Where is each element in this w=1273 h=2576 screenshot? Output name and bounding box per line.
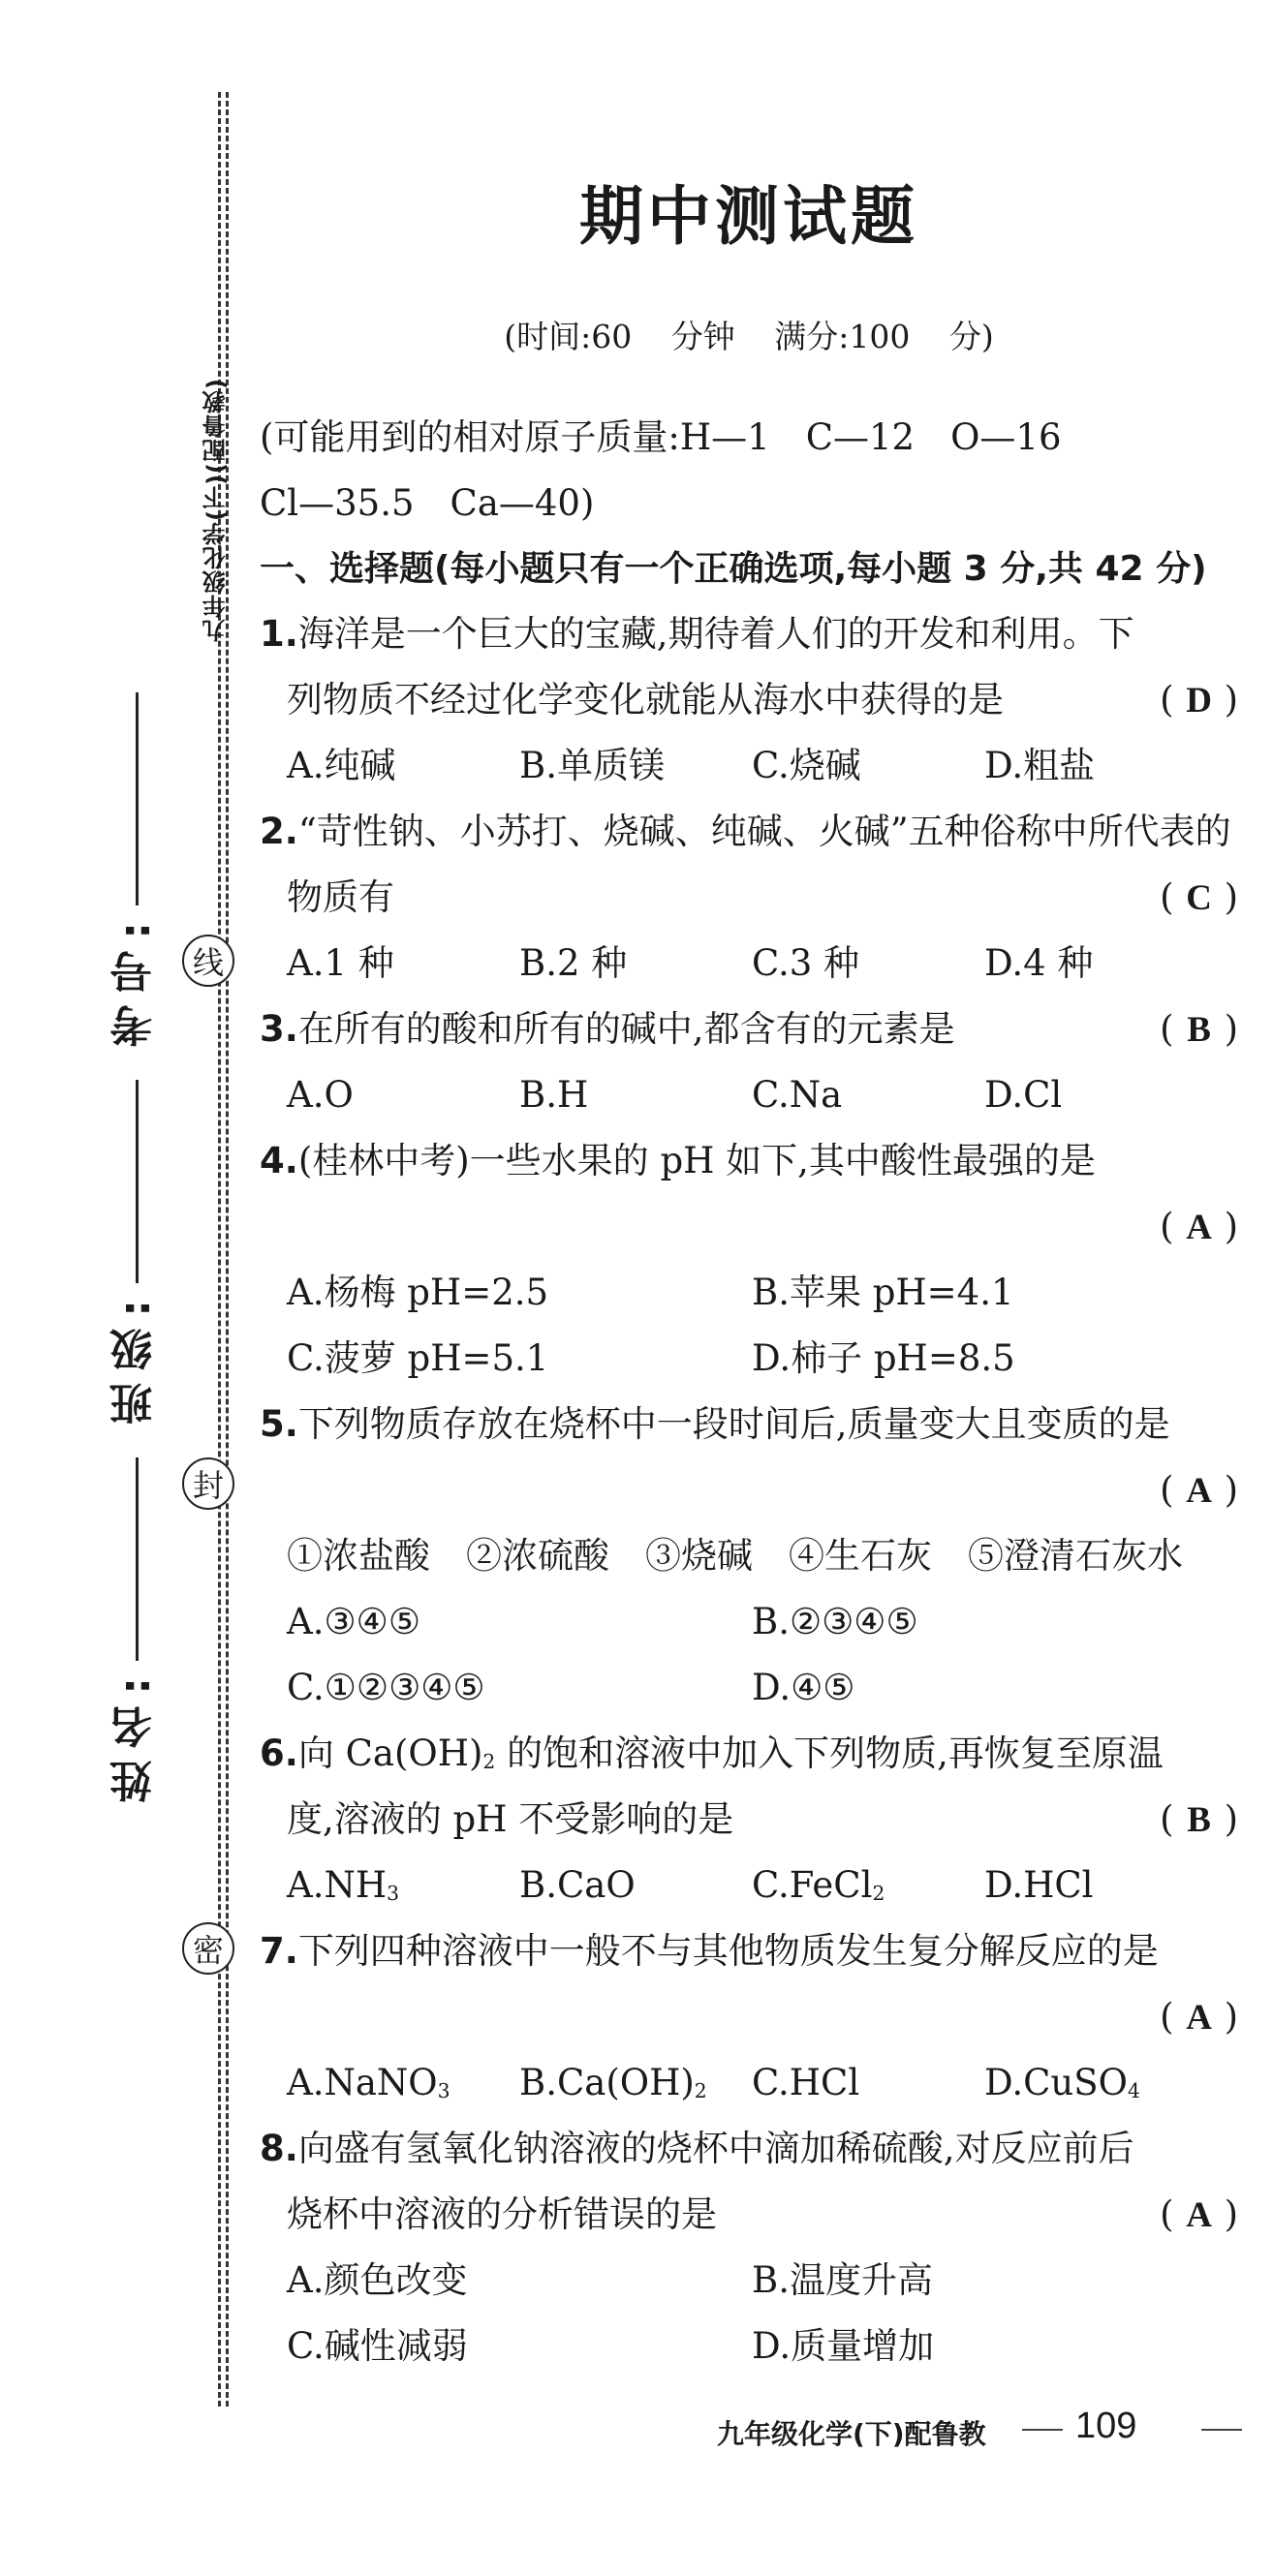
paren-close: ) <box>1224 876 1238 918</box>
question-number: 8. <box>260 2128 298 2169</box>
option-text: C.HCl <box>752 2062 860 2103</box>
paren-close: ) <box>1224 1206 1238 1247</box>
option-d[interactable]: D.质量增加 <box>752 2325 935 2367</box>
option-a[interactable]: A.③④⑤ <box>287 1601 420 1642</box>
page-number-dash <box>1022 2429 1063 2431</box>
question-number: 1. <box>260 613 298 655</box>
paren-close: ) <box>1224 2193 1238 2235</box>
paren-open: ( <box>1160 1206 1174 1247</box>
question-6-line-1 <box>260 1733 1164 1783</box>
answer-box[interactable] <box>1160 2193 1238 2237</box>
option-c[interactable]: C.烧碱 <box>752 745 861 786</box>
seal-mark-xian: 线 <box>182 935 234 987</box>
option-a[interactable]: A.O <box>287 1074 354 1116</box>
option-d[interactable]: D.4 种 <box>984 942 1094 984</box>
page-title: 期中测试题 <box>579 179 918 254</box>
page-number: 109 <box>1075 2406 1137 2446</box>
question-2-line-1 <box>260 811 1231 853</box>
option-d[interactable]: D.④⑤ <box>752 1667 855 1708</box>
subscript: 2 <box>482 1750 496 1774</box>
option-a[interactable]: A.1 种 <box>287 942 394 984</box>
answer-letter: B <box>1187 1800 1211 1840</box>
option-c[interactable]: C.菠萝 pH=5.1 <box>287 1337 549 1379</box>
side-book-title: 九年级化学(下)(配鲁教) <box>202 378 230 642</box>
option-b[interactable]: B.H <box>519 1074 589 1116</box>
question-stem: 向 Ca(OH) <box>297 1733 483 1774</box>
paren-open: ( <box>1160 2193 1174 2235</box>
answer-box[interactable] <box>1160 1206 1238 1249</box>
question-stem: 下列四种溶液中一般不与其他物质发生复分解反应的是 <box>297 1930 1159 1972</box>
option-a[interactable] <box>287 2062 450 2112</box>
paren-close: ) <box>1224 679 1238 721</box>
answer-letter: D <box>1186 681 1212 721</box>
answer-letter: A <box>1186 1208 1212 1247</box>
option-b[interactable]: B.单质镁 <box>519 745 665 786</box>
paren-close: ) <box>1224 1996 1238 2038</box>
option-text: B.Ca(OH) <box>519 2062 695 2103</box>
question-stem: 物质有 <box>287 876 394 918</box>
exam-number-label: 考号: <box>110 910 160 1048</box>
question-stem: 海洋是一个巨大的宝藏,期待着人们的开发和利用。下 <box>297 613 1134 655</box>
option-text: D.CuSO <box>984 2062 1128 2103</box>
seal-mark-feng: 封 <box>182 1457 234 1510</box>
option-d[interactable]: D.粗盐 <box>984 745 1096 786</box>
paren-close: ) <box>1224 1798 1238 1840</box>
paren-open: ( <box>1160 1996 1174 2038</box>
footer-book-title: 九年级化学(下)配鲁教 <box>717 2418 986 2450</box>
paren-close: ) <box>1224 1469 1238 1511</box>
answer-box[interactable] <box>1160 1798 1238 1842</box>
answer-letter: C <box>1186 878 1212 918</box>
paren-open: ( <box>1160 876 1174 918</box>
answer-box[interactable] <box>1160 1469 1238 1513</box>
option-b[interactable]: B.苹果 pH=4.1 <box>752 1272 1014 1313</box>
question-stem: 的饱和溶液中加入下列物质,再恢复至原温 <box>495 1733 1164 1774</box>
question-stem: “苛性钠、小苏打、烧碱、纯碱、火碱”五种俗称中所代表的 <box>297 811 1231 852</box>
subscript: 2 <box>694 2079 707 2103</box>
question-number: 5. <box>260 1403 298 1445</box>
seal-mark-mi: 密 <box>182 1922 234 1975</box>
option-b[interactable]: B.②③④⑤ <box>752 1601 918 1642</box>
subscript: 2 <box>872 1882 885 1906</box>
atomic-masses-line-1: (可能用到的相对原子质量:H—1 C—12 O—16 <box>260 416 1062 458</box>
question-stem: 向盛有氢氧化钠溶液的烧杯中滴加稀硫酸,对反应前后 <box>297 2128 1134 2169</box>
option-a[interactable]: A.杨梅 pH=2.5 <box>287 1272 549 1313</box>
answer-box[interactable] <box>1160 1996 1238 2039</box>
option-text: C.FeCl <box>752 1864 873 1906</box>
answer-box[interactable] <box>1160 876 1238 920</box>
option-c[interactable]: C.碱性减弱 <box>287 2325 468 2367</box>
question-number: 7. <box>260 1930 298 1972</box>
option-c[interactable]: C.3 种 <box>752 942 860 984</box>
question-number: 2. <box>260 811 298 852</box>
answer-letter: A <box>1186 2195 1212 2235</box>
question-stem: 列物质不经过化学变化就能从海水中获得的是 <box>287 679 1004 721</box>
option-a[interactable] <box>287 1864 399 1915</box>
question-number: 4. <box>260 1140 298 1181</box>
option-text: D.HCl <box>984 1864 1094 1906</box>
question-3-line-1 <box>260 1008 955 1051</box>
option-b[interactable]: B.2 种 <box>519 942 628 984</box>
substance-list: ①浓盐酸 ②浓硫酸 ③烧碱 ④生石灰 ⑤澄清石灰水 <box>287 1535 1183 1577</box>
paren-open: ( <box>1160 679 1174 721</box>
option-b[interactable] <box>519 1864 636 1907</box>
answer-box[interactable] <box>1160 1008 1238 1052</box>
subscript: 3 <box>437 2079 450 2103</box>
option-text: A.NH <box>287 1864 388 1906</box>
paren-open: ( <box>1160 1798 1174 1840</box>
paren-open: ( <box>1160 1008 1174 1050</box>
option-text: A.NaNO <box>287 2062 438 2103</box>
answer-letter: B <box>1187 1010 1211 1050</box>
question-stem: 在所有的酸和所有的碱中,都含有的元素是 <box>297 1008 955 1050</box>
option-d[interactable]: D.柿子 pH=8.5 <box>752 1337 1015 1379</box>
question-8-line-1 <box>260 2128 1134 2170</box>
question-number: 6. <box>260 1733 298 1774</box>
question-stem: 烧杯中溶液的分析错误的是 <box>287 2193 717 2235</box>
question-5-line-1 <box>260 1403 1170 1446</box>
option-c[interactable] <box>752 2062 859 2104</box>
option-d[interactable]: D.Cl <box>984 1074 1063 1116</box>
option-c[interactable]: C.①②③④⑤ <box>287 1667 485 1708</box>
section-heading: 一、选择题(每小题只有一个正确选项,每小题 3 分,共 42 分) <box>260 549 1207 589</box>
question-number: 3. <box>260 1008 298 1050</box>
answer-letter: A <box>1186 1471 1212 1511</box>
question-4-line-1 <box>260 1140 1096 1182</box>
question-7-line-1 <box>260 1930 1159 1973</box>
option-a[interactable]: A.颜色改变 <box>287 2259 468 2301</box>
option-c[interactable] <box>752 1864 885 1915</box>
subscript: 3 <box>387 1882 400 1906</box>
option-c[interactable]: C.Na <box>752 1074 843 1116</box>
option-d[interactable] <box>984 2062 1140 2112</box>
option-b[interactable] <box>519 2062 707 2112</box>
class-label: 班级: <box>110 1288 160 1426</box>
answer-letter: A <box>1186 1998 1212 2038</box>
exam-number-line[interactable] <box>136 692 139 905</box>
page-number-dash <box>1201 2429 1242 2431</box>
option-d[interactable] <box>984 1864 1094 1907</box>
atomic-masses-line-2: Cl—35.5 Ca—40) <box>260 482 595 524</box>
question-stem: 下列物质存放在烧杯中一段时间后,质量变大且变质的是 <box>297 1403 1170 1445</box>
binding-margin <box>0 0 242 2576</box>
paren-open: ( <box>1160 1469 1174 1511</box>
question-stem: 度,溶液的 pH 不受影响的是 <box>287 1798 734 1840</box>
question-1-line-1 <box>260 613 1134 656</box>
name-line[interactable] <box>136 1457 139 1661</box>
exam-time-score: (时间:60 分钟 满分:100 分) <box>504 318 994 355</box>
question-stem: (桂林中考)一些水果的 pH 如下,其中酸性最强的是 <box>297 1140 1096 1181</box>
paren-close: ) <box>1224 1008 1238 1050</box>
class-line[interactable] <box>136 1080 139 1283</box>
option-b[interactable]: B.温度升高 <box>752 2259 933 2301</box>
answer-box[interactable] <box>1160 679 1238 722</box>
option-a[interactable]: A.纯碱 <box>287 745 396 786</box>
name-label: 姓名: <box>110 1666 160 1803</box>
option-text: B.CaO <box>519 1864 636 1906</box>
subscript: 4 <box>1127 2079 1140 2103</box>
